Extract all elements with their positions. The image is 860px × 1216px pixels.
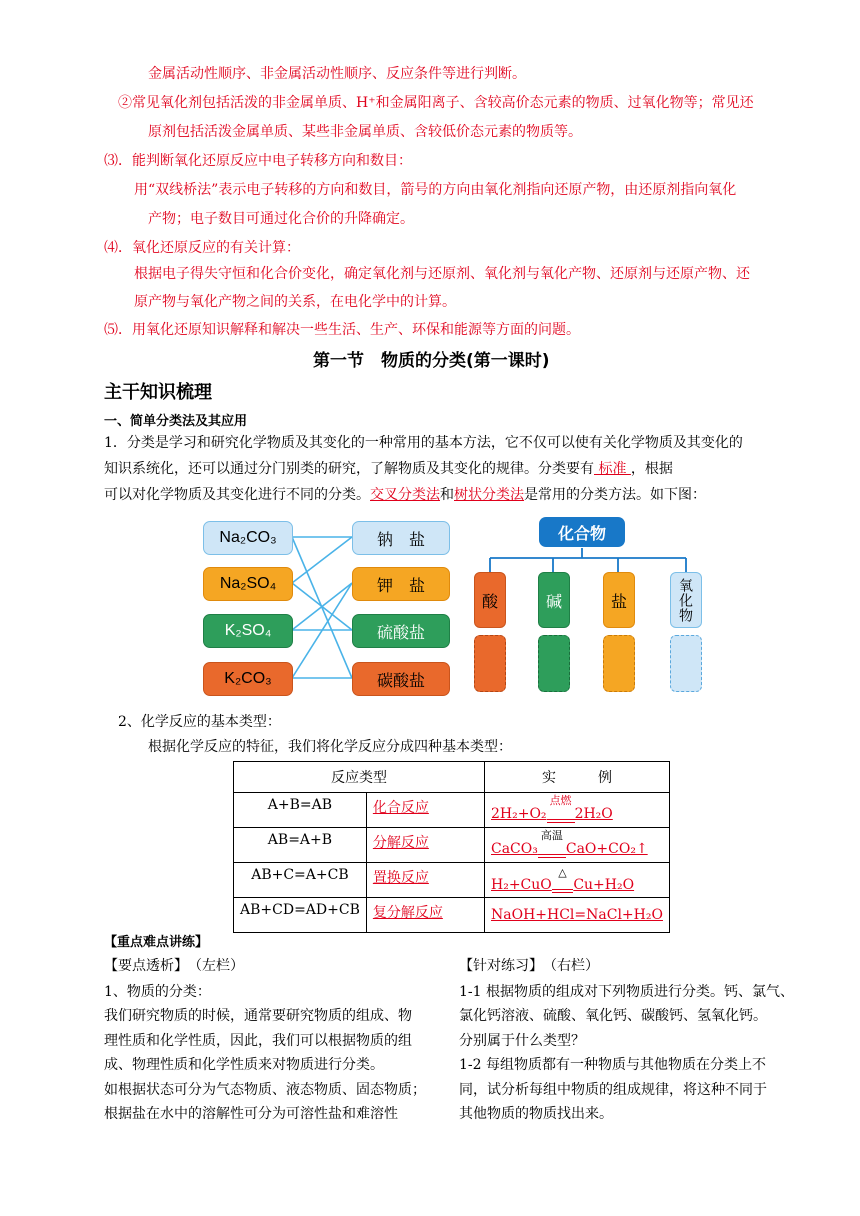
- para-line: 知识系统化，还可以通过分门别类的研究，了解物质及其变化的规律。分类要有 标准 ，根据: [104, 461, 673, 477]
- tree-root-compound: 化合物: [539, 517, 625, 547]
- table-cell-type: 分解反应: [366, 828, 484, 863]
- right-line: 同，试分析每组中物质的组成规律，将这种不同于: [459, 1082, 767, 1098]
- category-potassium-salt: 钾 盐: [352, 567, 450, 601]
- reaction-types-table: [233, 761, 670, 933]
- right-line: 1-1 根据物质的组成对下列物质进行分类。钙、氯气、: [459, 984, 794, 1000]
- text-line: 产物；电子数目可通过化合价的升降确定。: [148, 211, 414, 227]
- para-line: 1．分类是学习和研究化学物质及其变化的一种常用的基本方法，它不仅可以使有关化学物质及其变化的: [104, 435, 743, 451]
- table-cell-example: CaCO₃ 高温 CaO+CO₂↑: [485, 828, 670, 863]
- right-line: 1-2 每组物质都有一种物质与其他物质在分类上不: [459, 1057, 766, 1073]
- category-carbonate: 碳酸盐: [352, 662, 450, 696]
- text-line: ⑷．氧化还原反应的有关计算：: [104, 240, 300, 256]
- left-line: 成、物理性质和化学性质来对物质进行分类。: [104, 1057, 384, 1073]
- table-header: 实 例: [485, 762, 670, 793]
- right-line: 分别属于什么类型？: [459, 1033, 585, 1049]
- table-row: [234, 828, 670, 863]
- focus-heading: 【重点难点讲练】: [104, 935, 209, 950]
- main-heading: 主干知识梳理: [104, 382, 212, 403]
- category-sulfate: 硫酸盐: [352, 614, 450, 648]
- left-line: 理性质和化学性质，因此，我们可以根据物质的组: [104, 1033, 412, 1049]
- table-cell-type: 化合反应: [366, 793, 484, 828]
- left-line: 如根据状态可分为气态物质、液态物质、固态物质；: [104, 1082, 426, 1098]
- tree-branch-oxide: 氧化物: [670, 572, 702, 628]
- blank-tree-method: 树状分类法: [454, 487, 524, 503]
- compound-k2co3: K₂CO₃: [203, 662, 293, 696]
- blank-standard: 标准: [594, 461, 631, 477]
- table-row: [234, 898, 670, 933]
- category-sodium-salt: 钠 盐: [352, 521, 450, 555]
- table-cell-formula: AB+CD=AD+CB: [234, 898, 367, 933]
- left-line: 1、物质的分类：: [104, 984, 211, 1000]
- section2-heading: 2、化学反应的基本类型：: [118, 714, 281, 730]
- right-line: 其他物质的物质找出来。: [459, 1106, 613, 1122]
- text-line: ⑸．用氧化还原知识解释和解决一些生活、生产、环保和能源等方面的问题。: [104, 322, 580, 338]
- compound-k2so4: K₂SO₄: [203, 614, 293, 648]
- tree-placeholder-oxide: [670, 635, 702, 692]
- tree-branch-salt: 盐: [603, 572, 635, 628]
- section-title: 第一节 物质的分类(第一课时): [313, 351, 550, 371]
- left-line: 根据盐在水中的溶解性可分为可溶性盐和难溶性: [104, 1106, 398, 1122]
- tree-placeholder-salt: [603, 635, 635, 692]
- table-cell-example: NaOH+HCl=NaCl+H₂O: [485, 898, 670, 933]
- compound-na2co3: Na₂CO₃: [203, 521, 293, 555]
- table-header-row: [234, 762, 670, 793]
- text-line: 原剂包括活泼金属单质、某些非金属单质、含较低价态元素的物质等。: [148, 124, 582, 140]
- left-line: 我们研究物质的时候，通常要研究物质的组成、物: [104, 1008, 412, 1024]
- table-cell-formula: AB=A+B: [234, 828, 367, 863]
- text-line: ②常见氧化剂包括活泼的非金属单质、H⁺和金属阳离子、含较高价态元素的物质、过氧化物等；常见还: [118, 95, 754, 111]
- section2-intro: 根据化学反应的特征，我们将化学反应分成四种基本类型：: [148, 739, 512, 755]
- tree-branch-base: 碱: [538, 572, 570, 628]
- table-cell-type: 复分解反应: [366, 898, 484, 933]
- table-header: 反应类型: [234, 762, 485, 793]
- blank-cross-method: 交叉分类法: [370, 487, 440, 503]
- right-line: 氯化钙溶液、硫酸、氧化钙、碳酸钙、氢氧化钙。: [459, 1008, 767, 1024]
- text-line: ⑶．能判断氧化还原反应中电子转移方向和数目：: [104, 153, 412, 169]
- table-cell-type: 置换反应: [366, 863, 484, 898]
- table-cell-formula: AB+C=A+CB: [234, 863, 367, 898]
- text-line: 用“双线桥法”表示电子转移的方向和数目，箭号的方向由氧化剂指向还原产物，由还原剂指向氧化: [134, 182, 737, 198]
- table-row: [234, 863, 670, 898]
- para-line: 可以对化学物质及其变化进行不同的分类。交叉分类法和树状分类法是常用的分类方法。如下图：: [104, 487, 706, 503]
- text-line: 金属活动性顺序、非金属活动性顺序、反应条件等进行判断。: [148, 66, 526, 82]
- tree-placeholder-acid: [474, 635, 506, 692]
- text-line: 原产物与氧化产物之间的关系，在电化学中的计算。: [134, 294, 456, 310]
- table-row: [234, 793, 670, 828]
- table-cell-example: 2H₂+O₂ 点燃 2H₂O: [485, 793, 670, 828]
- compound-na2so4: Na₂SO₄: [203, 567, 293, 601]
- table-cell-formula: A+B=AB: [234, 793, 367, 828]
- text-line: 根据电子得失守恒和化合价变化，确定氧化剂与还原剂、氧化剂与氧化产物、还原剂与还原产物、还: [134, 266, 750, 282]
- right-column-title: 【针对练习】 （右栏）: [459, 958, 599, 974]
- table-cell-example: H₂+CuO △ Cu+H₂O: [485, 863, 670, 898]
- tree-placeholder-base: [538, 635, 570, 692]
- left-column-title: 【要点透析】 （左栏）: [104, 958, 244, 974]
- tree-branch-acid: 酸: [474, 572, 506, 628]
- sub-heading: 一、简单分类法及其应用: [104, 414, 248, 429]
